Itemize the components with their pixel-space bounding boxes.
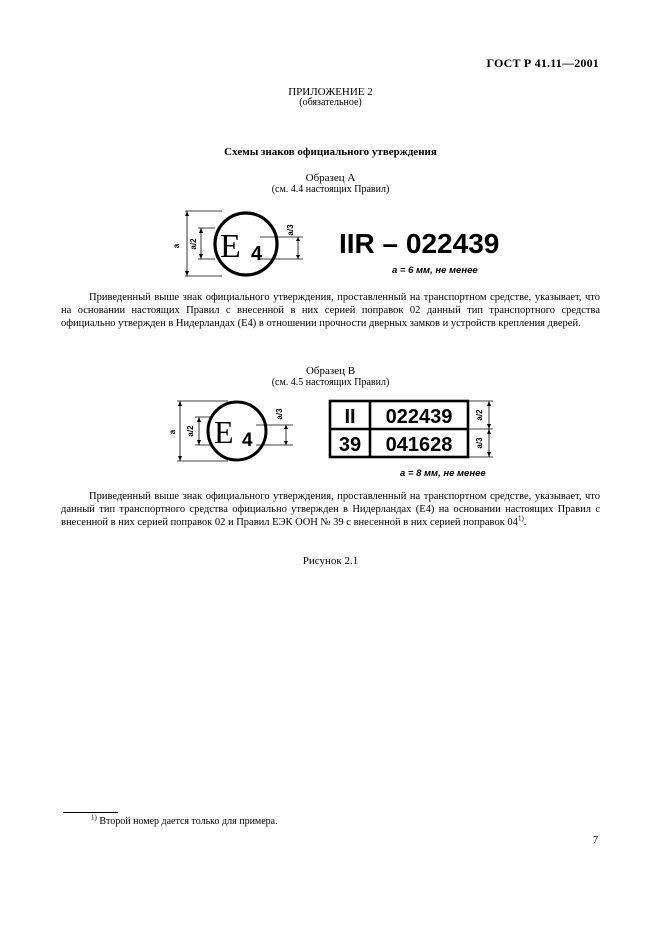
sample-a-title: Образец А <box>305 172 356 184</box>
dim-a-label: a <box>168 429 177 435</box>
dim-third-label: a/3 <box>275 408 284 420</box>
approval-mark-b <box>168 396 298 466</box>
sample-b-title: Образец В <box>305 365 356 377</box>
section-heading: Схемы знаков официального утверждения <box>224 146 437 158</box>
sample-a-ref: (см. 4.4 настоящих Правил) <box>271 184 390 195</box>
approval-number-a: IIR – 022439 <box>339 228 500 259</box>
row2-reg: 39 <box>338 434 362 456</box>
dim-half-label: a/2 <box>186 425 195 437</box>
dim-third-label: a/3 <box>286 224 295 236</box>
country-digit: 4 <box>251 243 263 265</box>
row2-dim: a/3 <box>475 437 484 449</box>
document-code: ГОСТ Р 41.11—2001 <box>486 56 599 70</box>
size-note-a: a = 6 мм, не менее <box>392 265 478 276</box>
size-note-b: a = 8 мм, не менее <box>400 468 486 479</box>
e-letter: E <box>214 414 234 450</box>
description-b: Приведенный выше знак официального утверждения, проставленный на транспортном средстве, указывает, что данный тип транспортного средства официально утвержден в Нидерландах (E4) на основании настоящих Правил с внесенной в них серией поправок 02 и Правил ЕЭК ООН № 39 с внесенной в них серией поправок 04$^{1)}$. <box>61 491 600 528</box>
country-digit: 4 <box>242 430 253 451</box>
appendix-subtitle: (обязательное) <box>299 97 362 108</box>
figure-caption: Рисунок 2.1 <box>302 555 359 567</box>
approval-table-b <box>328 399 500 463</box>
row1-dim: a/2 <box>475 409 484 421</box>
row1-reg: II <box>344 406 356 428</box>
footnote <box>91 813 278 827</box>
dim-half-label: a/2 <box>189 238 198 250</box>
dim-a-label: a <box>172 243 181 249</box>
footnote-ref: 1) <box>517 514 524 523</box>
approval-mark-a <box>160 206 310 280</box>
appendix-title: ПРИЛОЖЕНИЕ 2 <box>288 86 373 98</box>
e-letter: E <box>220 228 241 265</box>
page-number: 7 <box>593 835 598 846</box>
sample-b-ref: (см. 4.5 настоящих Правил) <box>271 377 390 388</box>
description-a: Приведенный выше знак официального утверждения, проставленный на транспортном средстве, указывает, что на основании настоящих Правил с внесенной в них серией поправок 02 данный тип транспортного средства официально утвержден в Нидерландах (E4) в отношении прочности дверных замков и устройств крепления дверей. <box>61 292 600 329</box>
row2-number: 041628 <box>385 434 453 456</box>
footnote-marker: 1) <box>91 813 97 822</box>
footnote-text: Второй номер дается только для примера. <box>96 816 278 827</box>
row1-number: 022439 <box>385 406 453 428</box>
